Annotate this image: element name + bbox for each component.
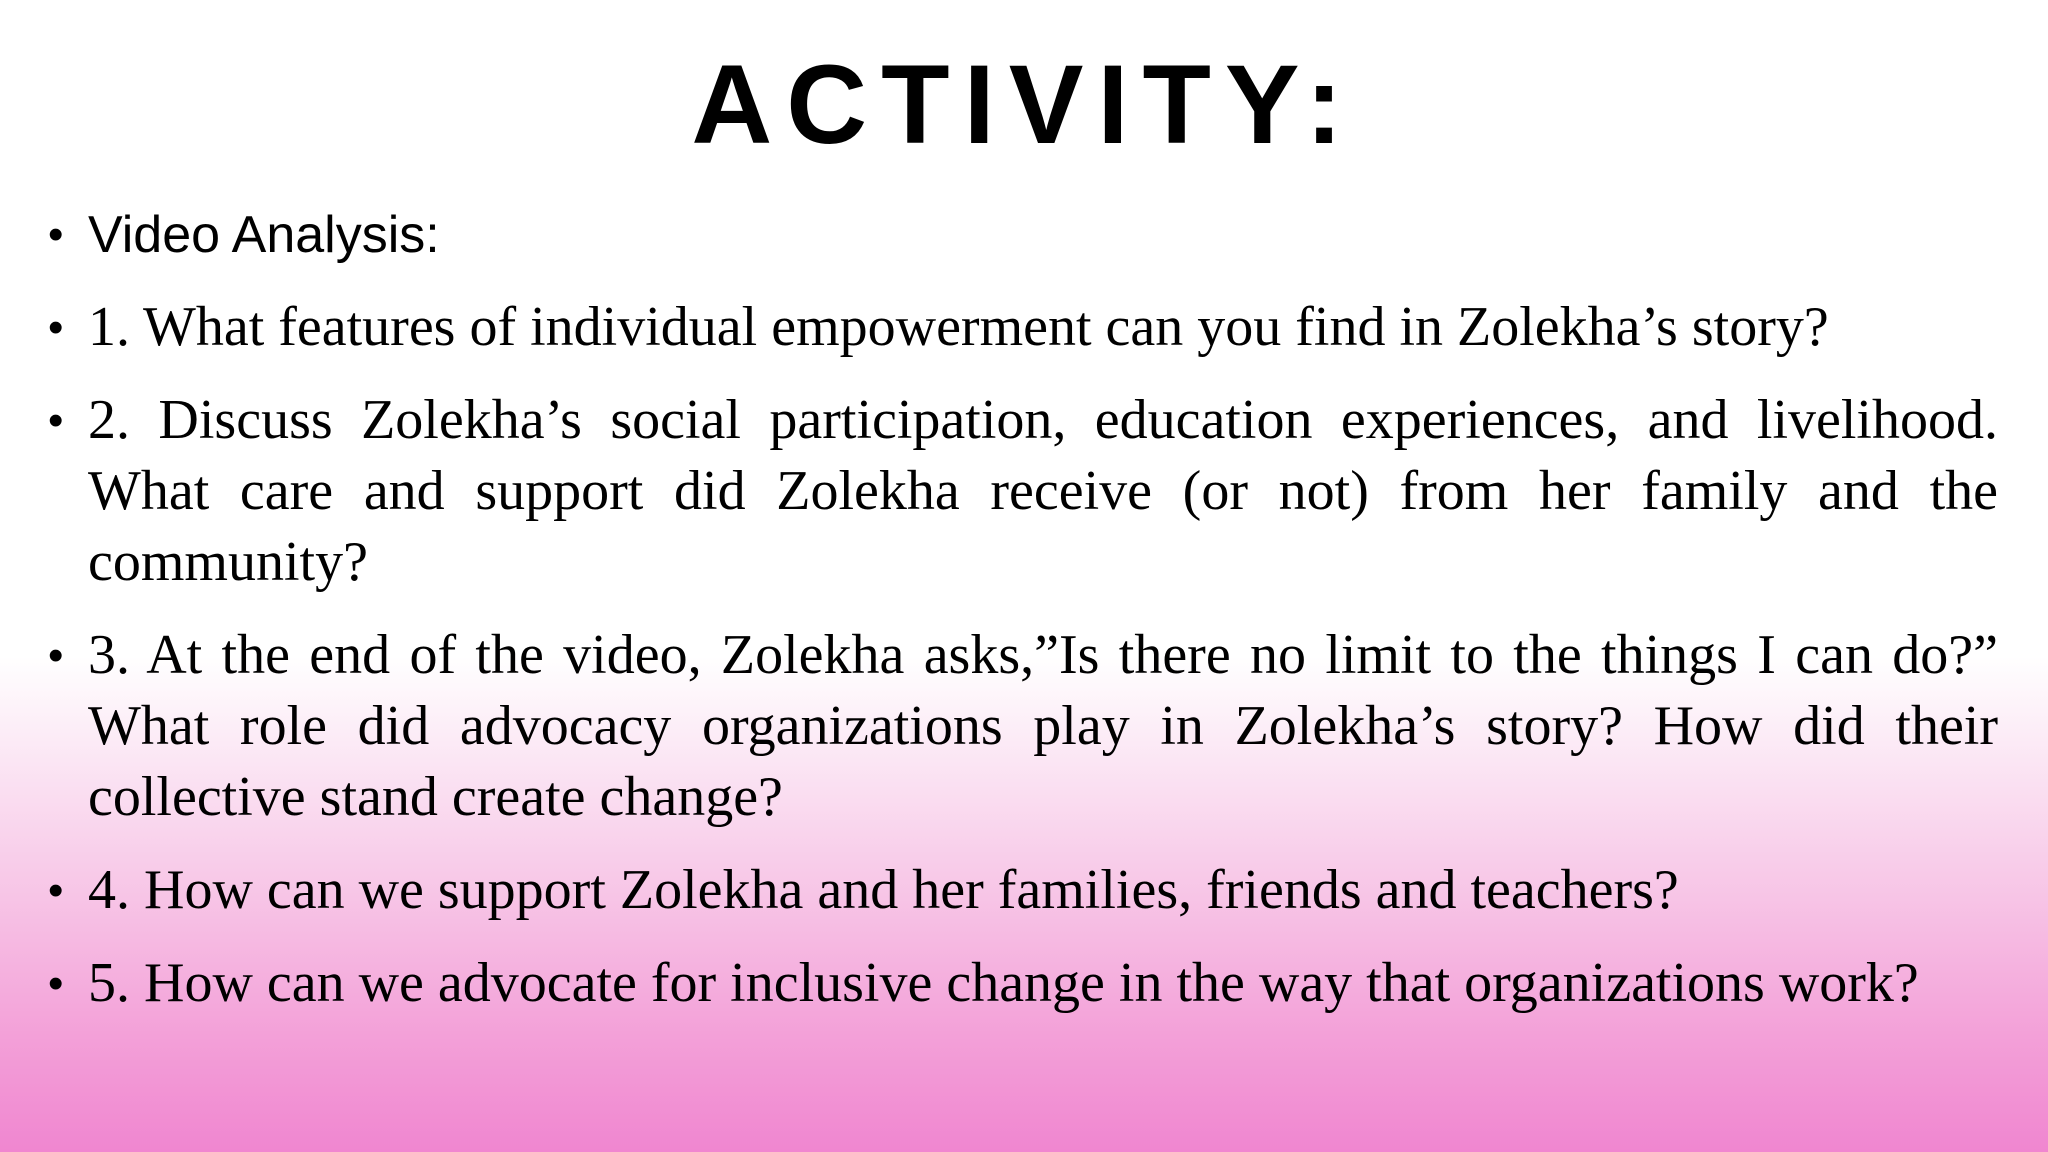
bullet-text: 5. How can we advocate for inclusive change in the way that organizations work? [88, 952, 1919, 1014]
bullet-dot-icon: • [48, 303, 64, 352]
bullet-text: Video Analysis: [88, 206, 440, 264]
bullet-text: 3. At the end of the video, Zolekha asks,”Is there no limit to the things I can do?” What role did advocacy organizations play in Zolekha’s story? How did their collective stand create change? [88, 624, 1998, 828]
bullet-item-question-3 [40, 620, 1998, 833]
bullet-text: 4. How can we support Zolekha and her families, friends and teachers? [88, 859, 1679, 921]
bullet-item-question-5 [40, 948, 1998, 1019]
bullet-dot-icon: • [48, 210, 64, 259]
bullet-dot-icon: • [48, 866, 64, 915]
bullet-item-video-analysis [40, 200, 1998, 270]
bullet-item-question-2 [40, 385, 1998, 598]
bullet-item-question-4 [40, 855, 1998, 926]
bullet-text: 2. Discuss Zolekha’s social participation, education experiences, and livelihood. What care and support did Zolekha receive (or not) from her family and the community? [88, 389, 1998, 593]
bullet-dot-icon: • [48, 959, 64, 1008]
bullet-item-question-1 [40, 292, 1998, 363]
bullet-dot-icon: • [48, 396, 64, 445]
bullet-list [40, 200, 1998, 1041]
bullet-text: 1. What features of individual empowerment can you find in Zolekha’s story? [88, 296, 1829, 358]
slide-title: ACTIVITY: [691, 42, 1357, 167]
bullet-dot-icon: • [48, 631, 64, 680]
